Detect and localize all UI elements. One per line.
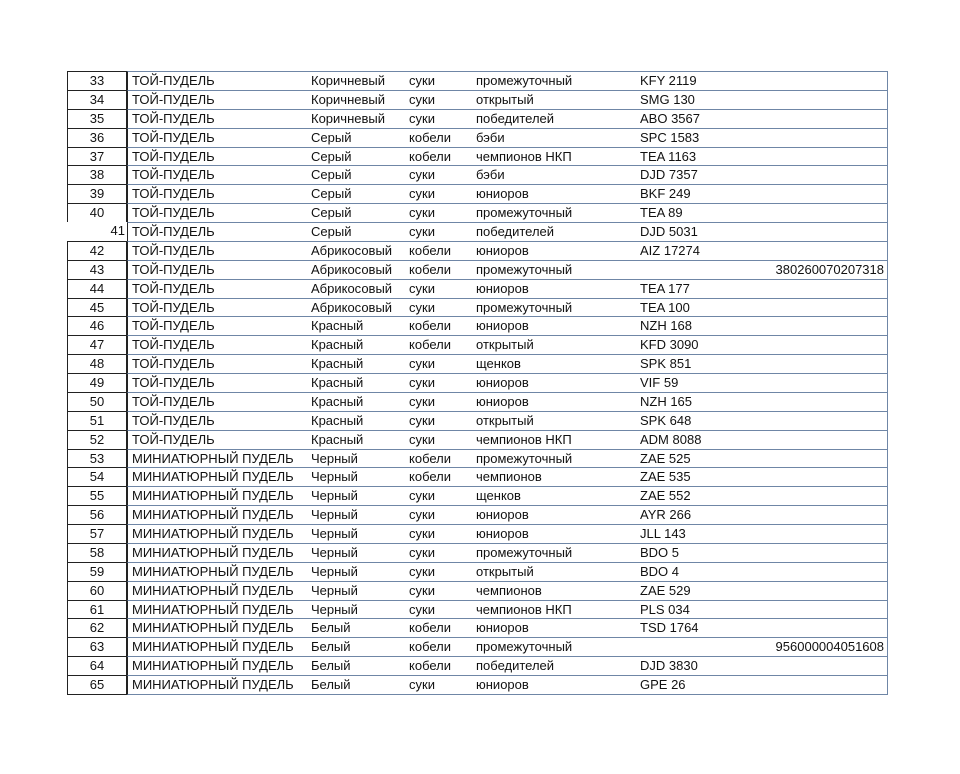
- chip-number-cell: 380260070207318: [775, 261, 884, 277]
- sex-cell: суки: [409, 186, 435, 202]
- row-number-cell: 54: [67, 467, 127, 486]
- row-data: [127, 524, 888, 543]
- code-cell: NZH 168: [640, 318, 693, 334]
- color-cell: Красный: [311, 431, 364, 447]
- sex-cell: суки: [409, 280, 435, 296]
- class-cell: юниоров: [476, 280, 529, 296]
- table-row: [67, 316, 888, 335]
- class-cell: открытый: [476, 563, 534, 579]
- class-cell: юниоров: [476, 242, 529, 258]
- sex-cell: суки: [409, 224, 435, 239]
- row-data: [127, 222, 888, 241]
- sex-cell: суки: [409, 526, 435, 541]
- row-number-cell: 35: [67, 109, 127, 128]
- row-data: [127, 618, 888, 637]
- class-cell: юниоров: [476, 526, 529, 541]
- color-cell: Красный: [311, 318, 364, 334]
- breed-cell: ТОЙ-ПУДЕЛЬ: [132, 186, 215, 202]
- sex-cell: суки: [409, 582, 435, 598]
- code-cell: KFD 3090: [640, 337, 699, 353]
- class-cell: промежуточный: [476, 544, 573, 560]
- class-cell: открытый: [476, 412, 534, 428]
- row-number-cell: 40: [67, 203, 127, 222]
- table-row: [67, 581, 888, 600]
- table-row: [67, 505, 888, 524]
- breed-cell: ТОЙ-ПУДЕЛЬ: [132, 91, 215, 107]
- row-number-cell: 46: [67, 316, 127, 335]
- sex-cell: кобели: [409, 337, 452, 353]
- breed-cell: МИНИАТЮРНЫЙ ПУДЕЛЬ: [132, 450, 294, 466]
- sex-cell: суки: [409, 110, 435, 126]
- row-data: [127, 316, 888, 335]
- code-cell: ZAE 525: [640, 450, 691, 466]
- class-cell: щенков: [476, 488, 521, 504]
- class-cell: чемпионов НКП: [476, 148, 572, 164]
- sex-cell: кобели: [409, 318, 452, 334]
- row-number-cell: 62: [67, 618, 127, 637]
- table-row: [67, 467, 888, 486]
- breed-cell: ТОЙ-ПУДЕЛЬ: [132, 393, 215, 409]
- code-cell: GPE 26: [640, 677, 686, 692]
- sex-cell: суки: [409, 507, 435, 523]
- table-row: [67, 449, 888, 468]
- sex-cell: суки: [409, 167, 435, 183]
- class-cell: промежуточный: [476, 639, 573, 655]
- code-cell: ZAE 529: [640, 582, 691, 598]
- class-cell: юниоров: [476, 318, 529, 334]
- row-number-cell: 45: [67, 298, 127, 317]
- table-row: [67, 109, 888, 128]
- class-cell: победителей: [476, 224, 555, 239]
- row-number-cell: 44: [67, 279, 127, 298]
- breed-cell: МИНИАТЮРНЫЙ ПУДЕЛЬ: [132, 639, 294, 655]
- breed-cell: ТОЙ-ПУДЕЛЬ: [132, 375, 215, 390]
- row-number-cell: 39: [67, 184, 127, 203]
- row-data: [127, 543, 888, 562]
- color-cell: Абрикосовый: [311, 299, 393, 315]
- breed-cell: ТОЙ-ПУДЕЛЬ: [132, 337, 215, 353]
- color-cell: Черный: [311, 507, 358, 523]
- sex-cell: суки: [409, 488, 435, 504]
- row-data: [127, 90, 888, 109]
- table-row: [67, 524, 888, 543]
- color-cell: Черный: [311, 601, 358, 617]
- row-data: [127, 656, 888, 675]
- code-cell: ZAE 552: [640, 488, 691, 504]
- class-cell: юниоров: [476, 186, 529, 202]
- class-cell: промежуточный: [476, 450, 573, 466]
- breed-cell: ТОЙ-ПУДЕЛЬ: [132, 299, 215, 315]
- color-cell: Белый: [311, 639, 351, 655]
- color-cell: Абрикосовый: [311, 280, 393, 296]
- color-cell: Серый: [311, 224, 352, 239]
- table-row: [67, 335, 888, 354]
- class-cell: чемпионов: [476, 469, 542, 485]
- row-data: [127, 335, 888, 354]
- table-row: [67, 656, 888, 675]
- row-number-cell: 55: [67, 486, 127, 505]
- sex-cell: суки: [409, 431, 435, 447]
- row-number-cell: 64: [67, 656, 127, 675]
- sex-cell: суки: [409, 375, 435, 390]
- sex-cell: суки: [409, 563, 435, 579]
- table-row: [67, 90, 888, 109]
- code-cell: PLS 034: [640, 601, 690, 617]
- table-row: [67, 203, 888, 222]
- table-row: [67, 486, 888, 505]
- row-number-cell: 58: [67, 543, 127, 562]
- row-number-cell: 52: [67, 430, 127, 449]
- sex-cell: кобели: [409, 129, 452, 145]
- table-row: [67, 165, 888, 184]
- breed-cell: МИНИАТЮРНЫЙ ПУДЕЛЬ: [132, 601, 294, 617]
- code-cell: ADM 8088: [640, 431, 702, 447]
- row-number-cell: 63: [67, 637, 127, 656]
- table-row: [67, 71, 888, 90]
- sex-cell: суки: [409, 544, 435, 560]
- row-data: [127, 411, 888, 430]
- class-cell: чемпионов: [476, 582, 542, 598]
- row-data: [127, 184, 888, 203]
- row-data: [127, 430, 888, 449]
- color-cell: Красный: [311, 337, 364, 353]
- class-cell: юниоров: [476, 620, 529, 636]
- code-cell: JLL 143: [640, 526, 686, 541]
- class-cell: юниоров: [476, 507, 529, 523]
- breed-cell: ТОЙ-ПУДЕЛЬ: [132, 129, 215, 145]
- row-data: [127, 449, 888, 468]
- breed-cell: МИНИАТЮРНЫЙ ПУДЕЛЬ: [132, 507, 294, 523]
- color-cell: Серый: [311, 167, 352, 183]
- table-row: [67, 279, 888, 298]
- row-number-cell: 41: [110, 223, 125, 238]
- code-cell: TSD 1764: [640, 620, 699, 636]
- code-cell: SMG 130: [640, 91, 695, 107]
- breed-cell: ТОЙ-ПУДЕЛЬ: [132, 280, 215, 296]
- row-number-cell: 37: [67, 147, 127, 166]
- sex-cell: суки: [409, 677, 435, 692]
- table-row: [67, 260, 888, 279]
- table-row: [67, 222, 888, 241]
- code-cell: DJD 5031: [640, 224, 698, 239]
- row-number-cell: 49: [67, 373, 127, 392]
- class-cell: промежуточный: [476, 299, 573, 315]
- row-data: [127, 637, 888, 656]
- row-number-cell: 34: [67, 90, 127, 109]
- table-row: [67, 392, 888, 411]
- row-number-cell: 33: [67, 71, 127, 90]
- code-cell: TEA 1163: [640, 148, 697, 164]
- row-data: [127, 241, 888, 260]
- table-row: [67, 430, 888, 449]
- row-data: [127, 279, 888, 298]
- row-data: [127, 354, 888, 373]
- breed-cell: МИНИАТЮРНЫЙ ПУДЕЛЬ: [132, 469, 294, 485]
- class-cell: юниоров: [476, 375, 529, 390]
- color-cell: Черный: [311, 563, 358, 579]
- breed-cell: МИНИАТЮРНЫЙ ПУДЕЛЬ: [132, 620, 294, 636]
- code-cell: DJD 7357: [640, 167, 698, 183]
- code-cell: AYR 266: [640, 507, 692, 523]
- sex-cell: суки: [409, 412, 435, 428]
- color-cell: Коричневый: [311, 73, 385, 88]
- breed-cell: МИНИАТЮРНЫЙ ПУДЕЛЬ: [132, 544, 294, 560]
- row-data: [127, 147, 888, 166]
- color-cell: Абрикосовый: [311, 242, 393, 258]
- breed-cell: ТОЙ-ПУДЕЛЬ: [132, 110, 215, 126]
- row-data: [127, 562, 888, 581]
- color-cell: Красный: [311, 356, 364, 372]
- color-cell: Красный: [311, 375, 364, 390]
- row-data: [127, 486, 888, 505]
- row-number-cell: 51: [67, 411, 127, 430]
- table-row: [67, 184, 888, 203]
- sex-cell: суки: [409, 91, 435, 107]
- class-cell: открытый: [476, 337, 534, 353]
- breed-cell: МИНИАТЮРНЫЙ ПУДЕЛЬ: [132, 488, 294, 504]
- row-data: [127, 109, 888, 128]
- row-number-cell: 53: [67, 449, 127, 468]
- code-cell: AIZ 17274: [640, 242, 700, 258]
- sex-cell: кобели: [409, 261, 452, 277]
- color-cell: Черный: [311, 488, 358, 504]
- table-row: [67, 354, 888, 373]
- class-cell: чемпионов НКП: [476, 431, 572, 447]
- table-row: [67, 675, 888, 694]
- breed-cell: ТОЙ-ПУДЕЛЬ: [132, 431, 215, 447]
- breed-cell: МИНИАТЮРНЫЙ ПУДЕЛЬ: [132, 563, 294, 579]
- sex-cell: кобели: [409, 469, 452, 485]
- chip-number-cell: 956000004051608: [775, 639, 884, 655]
- color-cell: Коричневый: [311, 110, 385, 126]
- row-data: [127, 298, 888, 317]
- code-cell: ZAE 535: [640, 469, 691, 485]
- row-number-cell: 48: [67, 354, 127, 373]
- sex-cell: кобели: [409, 148, 452, 164]
- row-number-cell: 43: [67, 260, 127, 279]
- entries-table: [67, 71, 888, 694]
- breed-cell: ТОЙ-ПУДЕЛЬ: [132, 167, 215, 183]
- breed-cell: ТОЙ-ПУДЕЛЬ: [132, 73, 215, 88]
- row-data: [127, 165, 888, 184]
- color-cell: Черный: [311, 544, 358, 560]
- row-number-cell: 42: [67, 241, 127, 260]
- class-cell: промежуточный: [476, 205, 573, 221]
- class-cell: промежуточный: [476, 261, 573, 277]
- class-cell: чемпионов НКП: [476, 601, 572, 617]
- class-cell: открытый: [476, 91, 534, 107]
- breed-cell: ТОЙ-ПУДЕЛЬ: [132, 242, 215, 258]
- color-cell: Серый: [311, 148, 352, 164]
- sex-cell: кобели: [409, 658, 452, 674]
- color-cell: Черный: [311, 469, 358, 485]
- row-number-cell: 65: [67, 675, 127, 695]
- color-cell: Белый: [311, 677, 351, 692]
- sex-cell: суки: [409, 73, 435, 88]
- row-data: [127, 373, 888, 392]
- breed-cell: МИНИАТЮРНЫЙ ПУДЕЛЬ: [132, 526, 294, 541]
- table-row: [67, 600, 888, 619]
- color-cell: Серый: [311, 186, 352, 202]
- class-cell: промежуточный: [476, 73, 573, 88]
- table-row: [67, 543, 888, 562]
- code-cell: TEA 177: [640, 280, 690, 296]
- breed-cell: ТОЙ-ПУДЕЛЬ: [132, 224, 215, 239]
- sex-cell: суки: [409, 601, 435, 617]
- row-data: [127, 600, 888, 619]
- breed-cell: ТОЙ-ПУДЕЛЬ: [132, 412, 215, 428]
- color-cell: Белый: [311, 658, 351, 674]
- code-cell: BKF 249: [640, 186, 691, 202]
- code-cell: VIF 59: [640, 375, 679, 390]
- sex-cell: кобели: [409, 242, 452, 258]
- row-number-cell: 61: [67, 600, 127, 619]
- table-row: [67, 618, 888, 637]
- table-row: [67, 373, 888, 392]
- table-row: [67, 637, 888, 656]
- table-row: [67, 241, 888, 260]
- color-cell: Белый: [311, 620, 351, 636]
- row-number-cell: 59: [67, 562, 127, 581]
- class-cell: юниоров: [476, 677, 529, 692]
- color-cell: Абрикосовый: [311, 261, 393, 277]
- color-cell: Красный: [311, 412, 364, 428]
- row-data: [127, 260, 888, 279]
- class-cell: победителей: [476, 110, 555, 126]
- sex-cell: кобели: [409, 450, 452, 466]
- breed-cell: МИНИАТЮРНЫЙ ПУДЕЛЬ: [132, 658, 294, 674]
- table-row: [67, 147, 888, 166]
- code-cell: SPK 851: [640, 356, 692, 372]
- class-cell: победителей: [476, 658, 555, 674]
- sex-cell: суки: [409, 356, 435, 372]
- row-number-cell: 36: [67, 128, 127, 147]
- row-data: [127, 203, 888, 222]
- row-data: [127, 71, 888, 90]
- code-cell: SPK 648: [640, 412, 692, 428]
- code-cell: KFY 2119: [640, 73, 697, 88]
- table-row: [67, 562, 888, 581]
- sex-cell: кобели: [409, 639, 452, 655]
- color-cell: Коричневый: [311, 91, 385, 107]
- breed-cell: МИНИАТЮРНЫЙ ПУДЕЛЬ: [132, 582, 294, 598]
- breed-cell: ТОЙ-ПУДЕЛЬ: [132, 205, 215, 221]
- row-number-cell: 56: [67, 505, 127, 524]
- row-data: [127, 128, 888, 147]
- table-row: [67, 128, 888, 147]
- row-data: [127, 581, 888, 600]
- code-cell: DJD 3830: [640, 658, 698, 674]
- breed-cell: ТОЙ-ПУДЕЛЬ: [132, 356, 215, 372]
- row-number-cell: 60: [67, 581, 127, 600]
- code-cell: TEA 89: [640, 205, 683, 221]
- sex-cell: суки: [409, 299, 435, 315]
- code-cell: BDO 4: [640, 563, 680, 579]
- breed-cell: МИНИАТЮРНЫЙ ПУДЕЛЬ: [132, 677, 294, 692]
- table-row: [67, 298, 888, 317]
- code-cell: BDO 5: [640, 544, 680, 560]
- row-number-cell: 50: [67, 392, 127, 411]
- code-cell: NZH 165: [640, 393, 693, 409]
- color-cell: Красный: [311, 393, 364, 409]
- code-cell: SPC 1583: [640, 129, 700, 145]
- class-cell: юниоров: [476, 393, 529, 409]
- color-cell: Черный: [311, 582, 358, 598]
- row-data: [127, 392, 888, 411]
- color-cell: Черный: [311, 450, 358, 466]
- row-data: [127, 505, 888, 524]
- color-cell: Серый: [311, 129, 352, 145]
- table-row: [67, 411, 888, 430]
- row-data: [127, 675, 888, 695]
- sex-cell: суки: [409, 205, 435, 221]
- row-number-cell: 47: [67, 335, 127, 354]
- color-cell: Серый: [311, 205, 352, 221]
- class-cell: бэби: [476, 167, 505, 183]
- breed-cell: ТОЙ-ПУДЕЛЬ: [132, 148, 215, 164]
- row-number-cell: 57: [67, 524, 127, 543]
- code-cell: ABO 3567: [640, 110, 700, 126]
- color-cell: Черный: [311, 526, 358, 541]
- row-number-cell: 38: [67, 165, 127, 184]
- breed-cell: ТОЙ-ПУДЕЛЬ: [132, 318, 215, 334]
- class-cell: щенков: [476, 356, 521, 372]
- sex-cell: суки: [409, 393, 435, 409]
- row-data: [127, 467, 888, 486]
- sex-cell: кобели: [409, 620, 452, 636]
- breed-cell: ТОЙ-ПУДЕЛЬ: [132, 261, 215, 277]
- class-cell: бэби: [476, 129, 505, 145]
- code-cell: TEA 100: [640, 299, 690, 315]
